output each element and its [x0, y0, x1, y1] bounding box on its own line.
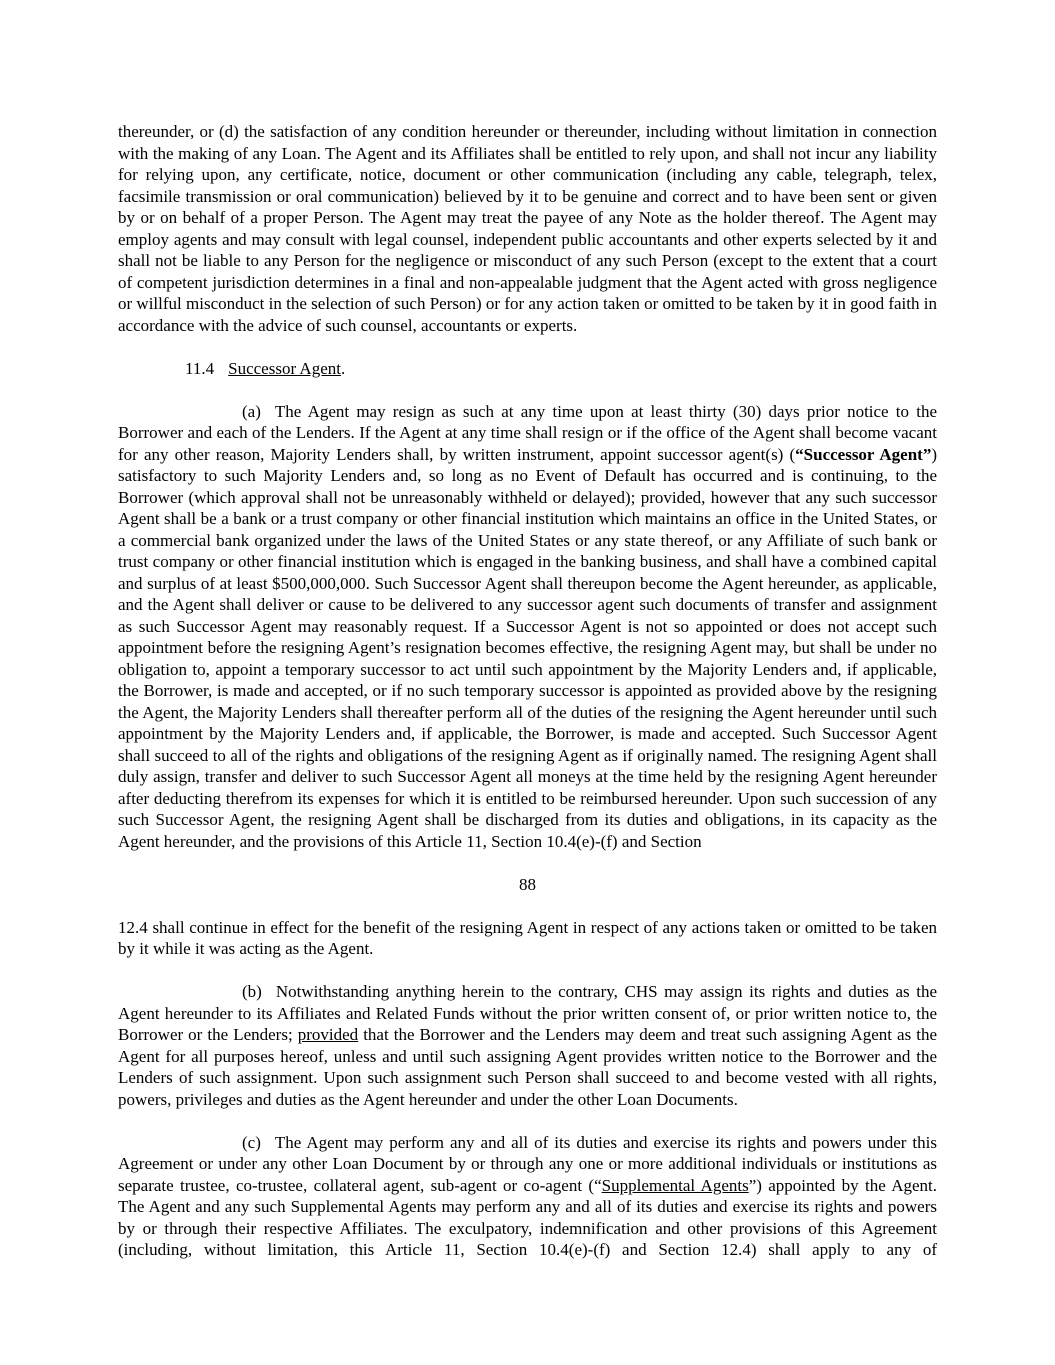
paragraph-a-bold-term: “Successor Agent”	[795, 444, 932, 464]
paragraph-b-underlined-term: provided	[297, 1025, 359, 1044]
intro-paragraph	[118, 121, 937, 336]
paragraph-c	[118, 1132, 937, 1261]
page-number: 88	[519, 874, 536, 894]
intro-paragraph-text: thereunder, or (d) the satisfaction of any condition hereunder or thereunder, including without limitation in connection with the making of any Loan. The Agent and its Affiliates shall be entitled to rely upon, and shall not incur any liability for relying upon, any certificate, notice, document or other communication (including any cable, telegraph, telex, facsimile transmission or oral communication) believed by it to be genuine and correct and to have been sent or given by or on behalf of a proper Person. The Agent may treat the payee of any Note as the holder thereof. The Agent may employ agents and may consult with legal counsel, independent public accountants and other experts selected by it and shall not be liable to any Person for the negligence or misconduct of any such Person (except to the extent that a court of competent jurisdiction determines in a final and non-appealable judgment that the Agent acted with gross negligence or willful misconduct in the selection of such Person) or for any action taken or omitted to be taken by it in good faith in accordance with the advice of such counsel, accountants or experts.	[118, 122, 937, 335]
paragraph-a-text-1: The Agent may resign as such at any time upon at least thirty (30) days prior notice to the Borrower and each of the Lenders. If the Agent at any time shall resign or if the office of the Agent shall become vacant for any other reason, Majority Lenders shall, by written instrument, appoint successor agent(s) (	[118, 401, 937, 464]
paragraph-a-label: (a)	[242, 401, 261, 421]
continuation-paragraph	[118, 917, 937, 960]
paragraph-c-text-1: The Agent may perform any and all of its duties and exercise its rights and powers under this Agreement or under any other Loan Document by or through any one or more additional individuals or institutions as separate trustee, co-trustee, collateral agent, sub-agent or co-agent (“	[118, 1132, 937, 1195]
section-title: Successor Agent	[228, 358, 341, 378]
paragraph-b	[118, 981, 937, 1110]
paragraph-b-text-1: Notwithstanding anything herein to the contrary, CHS may assign its rights and duties as the Agent hereunder to its Affiliates and Related Funds without the prior written consent of, or prior written notice to, the Borrower or the Lenders;	[118, 982, 937, 1044]
paragraph-b-label: (b)	[242, 982, 262, 1001]
section-heading	[118, 358, 937, 380]
paragraph-c-label: (c)	[242, 1132, 261, 1152]
section-title-suffix: .	[340, 358, 346, 378]
paragraph-c-underlined-term: Supplemental Agents	[601, 1175, 749, 1195]
section-number: 11.4	[185, 358, 215, 378]
paragraph-a	[118, 401, 937, 853]
paragraph-b-text-2: that the Borrower and the Lenders may deem and treat such assigning Agent as the Agent for all purposes hereof, unless and until such assigning Agent provides written notice to the Borrower and the Lenders of such assignment. Upon such assignment such Person shall succeed to and become vested with all rights, powers, privileges and duties as the Agent hereunder and under the other Loan Documents.	[118, 1025, 937, 1109]
document-content	[118, 121, 937, 1282]
continuation-paragraph-text: 12.4 shall continue in effect for the benefit of the resigning Agent in respect of any actions taken or omitted to be taken by it while it was acting as the Agent.	[118, 917, 937, 958]
paragraph-a-text-2: ) satisfactory to such Majority Lenders and, so long as no Event of Default has occurred and is continuing, to the Borrower (which approval shall not be unreasonably withheld or delayed); provided, however that any such successor Agent shall be a bank or a trust company or other financial institution which maintains an office in the United States, or a commercial bank organized under the laws of the United States or any state thereof, or any Affiliate of such bank or trust company or other financial institution which is engaged in the banking business, and shall have a combined capital and surplus of at least $500,000,000. Such Successor Agent shall thereupon become the Agent hereunder, as applicable, and the Agent shall deliver or cause to be delivered to any successor agent such documents of transfer and assignment as such Successor Agent may reasonably request. If a Successor Agent is not so appointed or does not accept such appointment before the resigning Agent’s resignation becomes effective, the resigning Agent may, but shall be under no obligation to, appoint a temporary successor to act until such appointment by the Majority Lenders and, if applicable, the Borrower, is made and accepted, or if no such temporary successor is appointed as provided above by the resigning the Agent, the Majority Lenders shall thereafter perform all of the duties of the resigning the Agent hereunder until such appointment by the Majority Lenders and, if applicable, the Borrower, is made and accepted. Such Successor Agent shall succeed to all of the rights and obligations of the resigning Agent as if originally named. The resigning Agent shall duly assign, transfer and deliver to such Successor Agent all moneys at the time held by the resigning Agent hereunder after deducting therefrom its expenses for which it is entitled to be reimbursed hereunder. Upon such succession of any such Successor Agent, the resigning Agent shall be discharged from its duties and obligations, in its capacity as the Agent hereunder, and the provisions of this Article 11, Section 10.4(e)-(f) and Section	[118, 444, 937, 851]
paragraph-c-text-2: ”) appointed by the Agent. The Agent and any such Supplemental Agents may perform any and all of its duties and exercise its rights and powers by or through their respective Affiliates. The exculpatory, indemnification and other provisions of this Agreement (including, without limitation, this Article 11, Section 10.4(e)-(f) and Section 12.4) shall apply to any of	[118, 1175, 937, 1259]
